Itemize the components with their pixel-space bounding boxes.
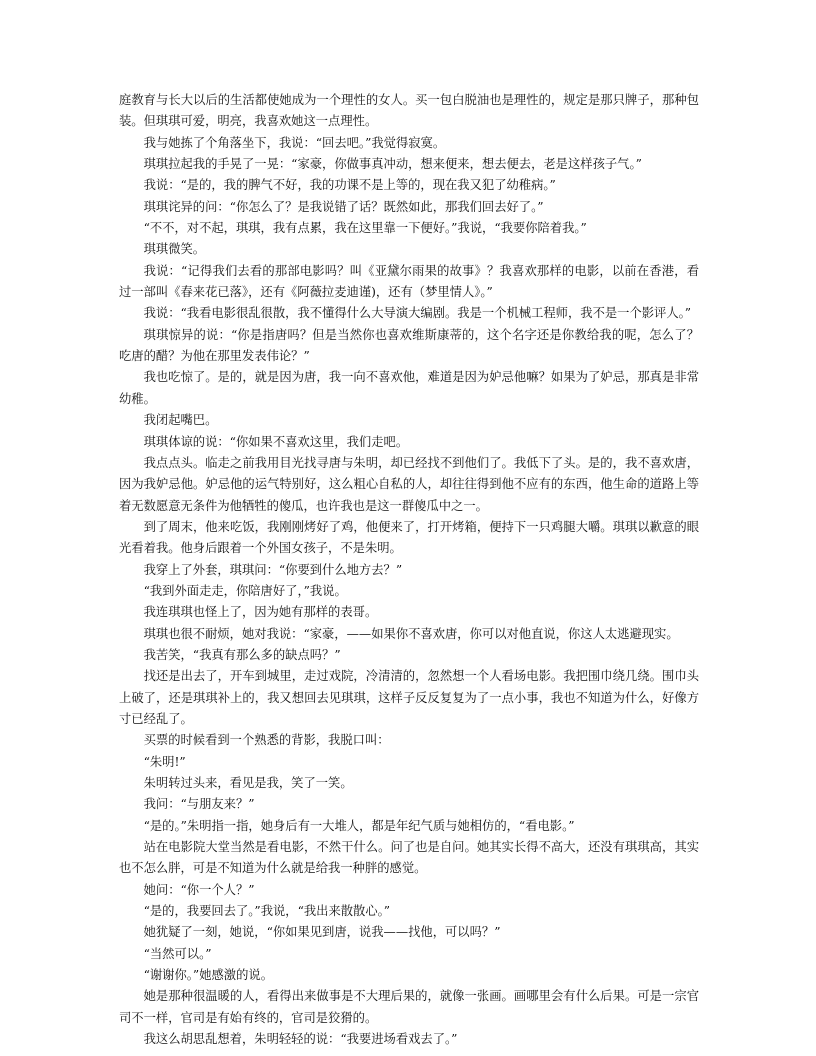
paragraph-6: “不不，对不起，琪琪，我有点累，我在这里靠一下便好。”我说，“我要你陪着我。”: [143, 221, 587, 236]
paragraph-7: 琪琪微笑。: [143, 242, 206, 257]
paragraph-28: 她问：“你一个人？”: [143, 882, 255, 897]
paragraph-3: 琪琪拉起我的手晃了一晃：“家豪，你做事真冲动，想来便来，想去便去，老是这样孩子气。”: [143, 157, 642, 172]
paragraph-9: 我说：“我看电影很乱很散，我不懂得什么大导演大编剧。我是一个机械工程师，我不是一个影评人。”: [143, 306, 692, 321]
paragraph-26: “是的。”朱明指一指，她身后有一大堆人，都是年纪气质与她相仿的，“看电影。”: [143, 818, 575, 833]
paragraph-30: 她犹疑了一刻，她说，“你如果见到唐，说我——找他，可以吗？”: [143, 925, 501, 940]
paragraph-1: 庭教育与长大以后的生活都使她成为一个理性的女人。买一包白脱油也是理性的，规定是那只牌子，那种包装。但琪琪可爱，明亮，我喜欢她这一点理性。: [119, 93, 699, 129]
paragraph-19: 琪琪也很不耐烦，她对我说：“家豪，——如果你不喜欢唐，你可以对他直说，你这人太逃避现实。: [143, 626, 679, 641]
paragraph-27: 站在电影院大堂当然是看电影，不然干什么。问了也是自问。她其实长得不高大，还没有琪琪高，其实也不怎么胖，可是不知道为什么就是给我一种胖的感觉。: [119, 840, 699, 876]
paragraph-15: 到了周末，他来吃饭，我刚刚烤好了鸡，他便来了，打开烤箱，便持下一只鸡腿大嚼。琪琪以歉意的眼光看着我。他身后跟着一个外国女孩子，不是朱明。: [119, 519, 699, 556]
paragraph-32: “谢谢你。”她感激的说。: [143, 968, 273, 983]
paragraph-8: 我说：“记得我们去看的那部电影吗？叫《亚黛尔雨果的故事》？我喜欢那样的电影，以前在香港，看过一部叫《春来花已落》，还有《阿薇拉麦迪谨)，还有（梦里情人》。”: [119, 263, 699, 300]
paragraph-23: “朱明!”: [143, 754, 186, 769]
paragraph-24: 朱明转过头来，看见是我，笑了一笑。: [143, 776, 353, 790]
paragraph-25: 我问：“与朋友来？”: [143, 797, 255, 812]
paragraph-2: 我与她拣了个角落坐下，我说：“回去吧。”我觉得寂寞。: [143, 135, 446, 150]
paragraph-34: 我这么胡思乱想着，朱明轻轻的说：“我要进场看戏去了。”: [143, 1032, 458, 1047]
paragraph-20: 我苦笑，“我真有那么多的缺点吗？”: [143, 647, 341, 662]
paragraph-33: 她是那种很温暖的人，看得出来做事是不大理后果的，就像一张画。画哪里会有什么后果。可是一宗官司不一样，官司是有始有终的，官司是狡猾的。: [119, 989, 699, 1025]
paragraph-22: 买票的时候看到一个熟悉的背影，我脱口叫：: [143, 733, 390, 748]
paragraph-12: 我闭起嘴巴。: [143, 413, 218, 428]
paragraph-10: 琪琪惊异的说：“你是指唐吗？但是当然你也喜欢维斯康蒂的，这个名字还是你教给我的呢，怎么了？吃唐的醋？为他在那里发表伟论？”: [119, 327, 699, 364]
paragraph-13: 琪琪体谅的说：“你如果不喜欢这里，我们走吧。: [143, 434, 409, 449]
paragraph-14: 我点点头。临走之前我用目光找寻唐与朱明，却已经找不到他们了。我低下了头。是的，我不喜欢唐，因为我妒忌他。妒忌他的运气特别好，这么粗心自私的人，却往往得到他不应有的东西，他生命的道路上等着无数愿意无条件为他牺牲的傻瓜，也许我也是这一群傻瓜中之一。: [119, 455, 699, 513]
paragraph-4: 我说：“是的，我的脾气不好，我的功课不是上等的，现在我又犯了幼稚病。”: [143, 178, 556, 193]
paragraph-5: 琪琪诧异的问：“你怎么了？是我说错了话？既然如此，那我们回去好了。”: [143, 199, 544, 214]
paragraph-21: 找还是出去了，开车到城里，走过戏院，冷清清的，忽然想一个人看场电影。我把围巾绕几绕。围巾头上破了，还是琪琪补上的，我又想回去见琪琪，这样子反反复复为了一点小事，我也不知道为什么，好像方寸已经乱了。: [119, 669, 699, 726]
paragraph-29: “是的，我要回去了。”我说，“我出来散散心。”: [143, 904, 391, 919]
paragraph-17: “我到外面走走，你陪唐好了，”我说。: [143, 583, 347, 598]
body-text: [119, 90, 699, 1050]
paragraph-16: 我穿上了外套，琪琪问：“你要到什么地方去？”: [143, 562, 403, 577]
paragraph-31: “当然可以。”: [143, 946, 212, 961]
paragraph-18: 我连琪琪也怪上了，因为她有那样的表哥。: [143, 605, 378, 620]
paragraph-11: 我也吃惊了。是的，就是因为唐，我一向不喜欢他，难道是因为妒忌他嘛？如果为了妒忌，那真是非常幼稚。: [119, 370, 699, 406]
